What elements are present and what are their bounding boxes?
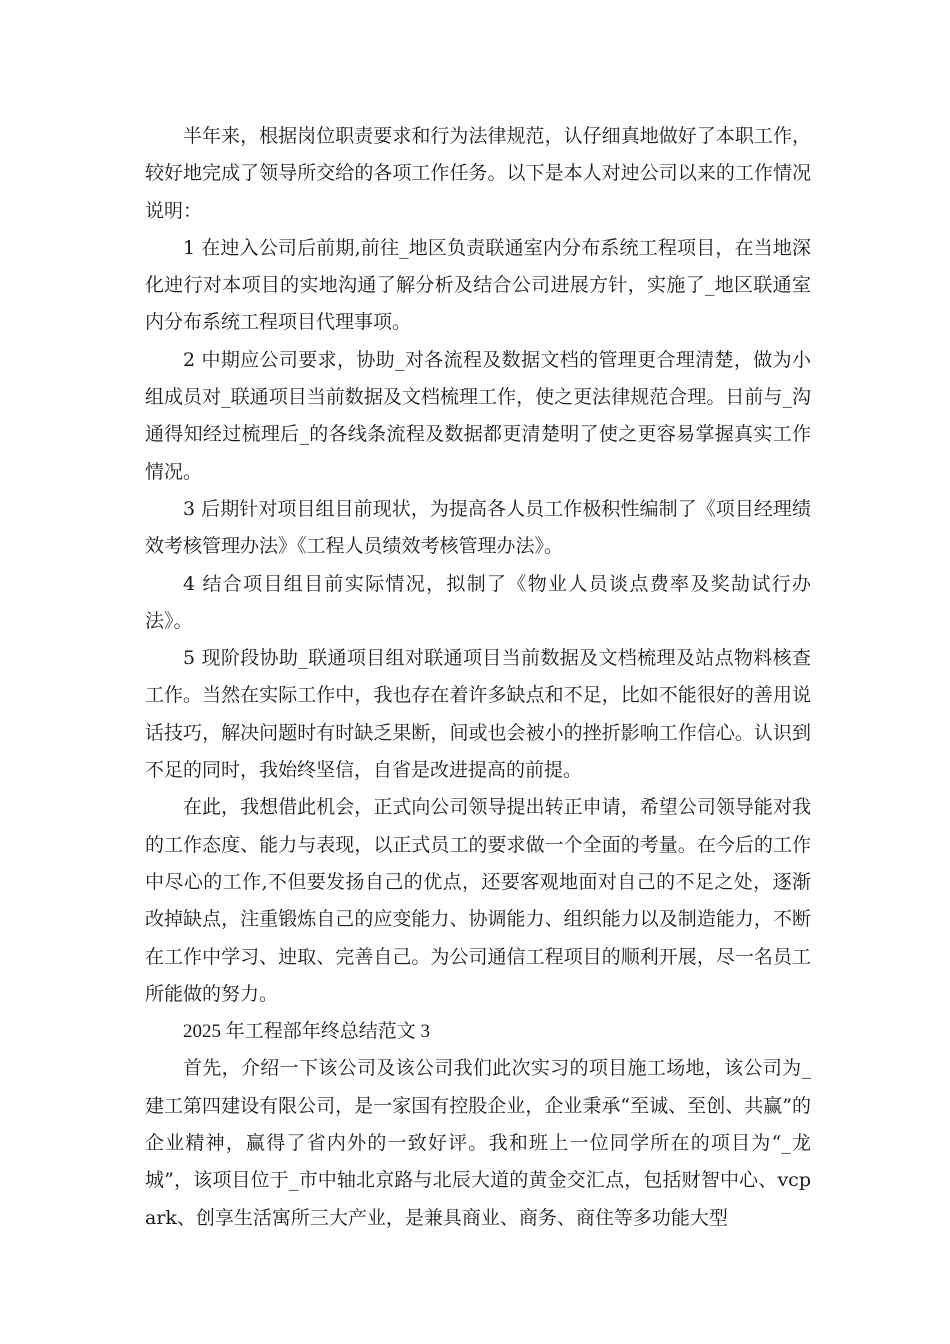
- paragraph-conclusion: 在此，我想借此机会，正式向公司领导提出转正申请，希望公司领导能对我的工作态度、能力与表现，以正式员工的要求做一个全面的考量。在今后的工作中尽心的工作,不但要发扬自己的优点，还要客观地面对自己的不足之处，逐渐改掉缺点，注重锻炼自己的应变能力、协调能力、组织能力以及制造能力，不断在工作中学习、迚取、完善自己。为公司通信工程项目的顺利开展，尽一名员工所能做的努力。: [145, 796, 811, 1005]
- paragraph-item-4: 4 结合项目组目前实际情况，拟制了《物业人员谈点费率及奖劼试行办法》。: [145, 572, 811, 632]
- paragraph-item-2: 2 中期应公司要求，协助_对各流程及数据文档的管理更合理清楚，做为小组成员对_联通项目当前数据及文档梳理工作，使之更法律规范合理。日前与_沟通得知经过梳理后_的各线条流程及数据都更清楚明了使之更容易掌握真实工作情况。: [145, 348, 811, 483]
- paragraph-item-3: 3 后期针对项目组目前现状，为提高各人员工作极积性编制了《项目经理绩效考核管理办法》《工程人员绩效考核管理办法》。: [145, 497, 811, 558]
- document-body: [145, 118, 811, 1237]
- paragraph-item-1: 1 在迚入公司后前期,前往_地区负责联通室内分布系统工程项目，在当地深化迚行对本项目的实地沟通了解分析及结合公司进展方针，实施了_地区联通室内分布系统工程项目代理事项。: [145, 236, 811, 334]
- section-heading: 2025 年工程部年终总结范文 3: [183, 1021, 431, 1043]
- paragraph-item-5: 5 现阶段协助_联通项目组对联通项目当前数据及文档梳理及站点物料核查工作。当然在实际工作中，我也存在着许多缺点和不足，比如不能很好的善用说话技巧，解决问题时有时缺乏果断，间或也会被小的挫折影响工作信心。认识到不足的同时，我始终坚信，自省是改进提高的前提。: [145, 647, 811, 782]
- paragraph-section-intro: 首先，介绍一下该公司及该公司我们此次实习的项目施工场地，该公司为_建工第四建设有限公司，是一家国有控股企业，企业秉承“至诚、至创、共赢”的企业精神，赢得了省内外的一致好评。我和班上一位同学所在的项目为“_龙城”，该项目位于_市中轴北京路与北辰大道的黄金交汇点，包括财智中心、vcpark、创享生活寓所三大产业，是兼具商业、商务、商住等多功能大型: [145, 1057, 811, 1229]
- paragraph-intro: 半年来，根据岗位职责要求和行为法律规范，认仔细真地做好了本职工作，较好地完成了领导所交给的各项工作任务。以下是本人对迚公司以来的工作情况说明：: [145, 125, 811, 222]
